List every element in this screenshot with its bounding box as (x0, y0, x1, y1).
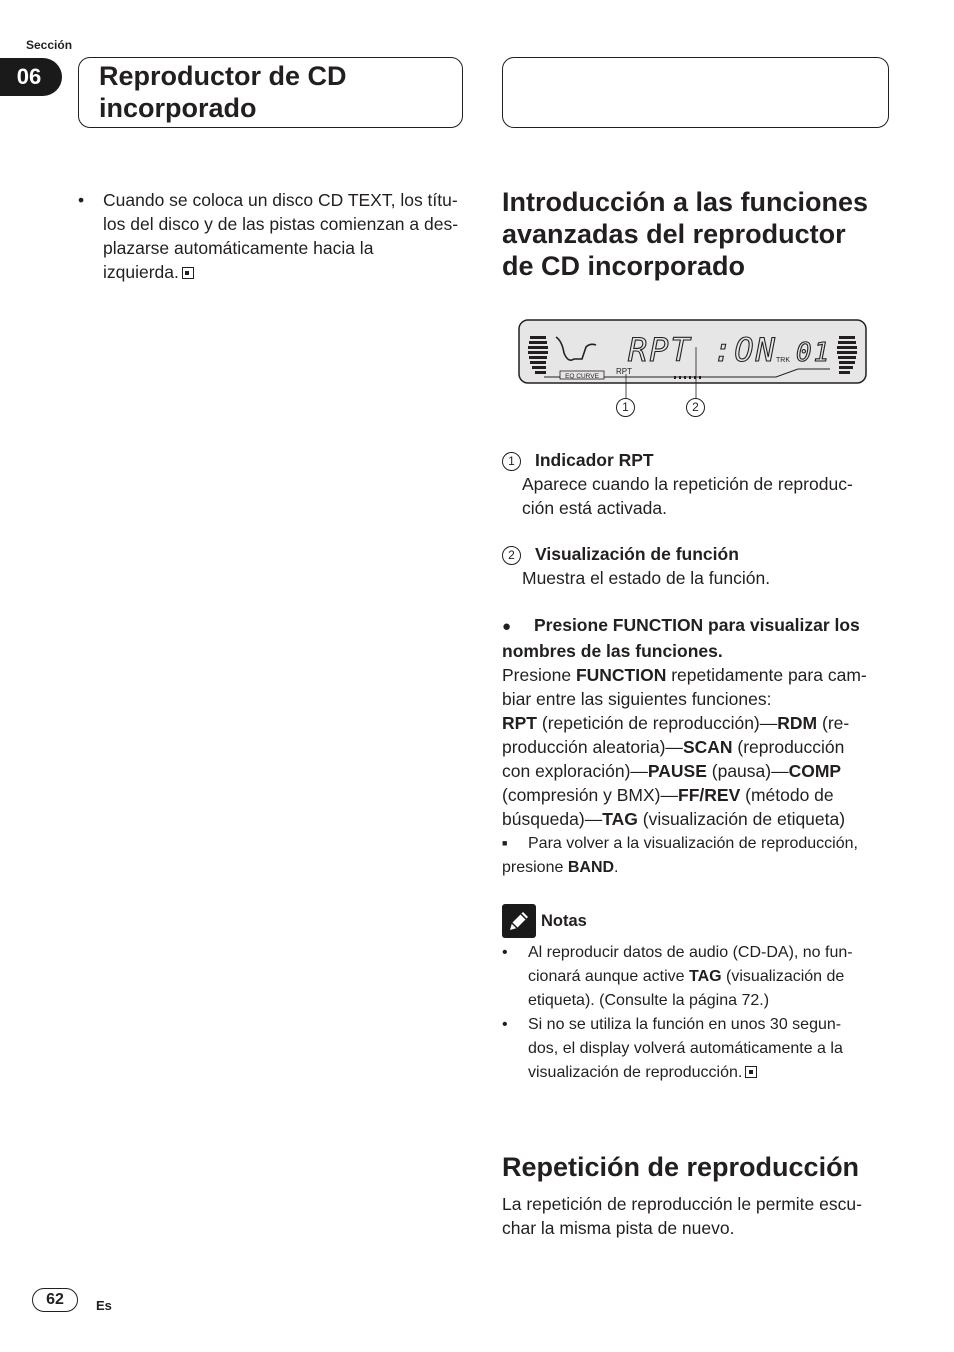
l5c: (pausa)— (706, 761, 789, 781)
p1c: repetidamente para cam- (666, 665, 867, 685)
item-1-desc-line-1: Aparece cuando la repetición de reproduc- (522, 474, 853, 494)
lcd-display-illustration (518, 319, 867, 384)
intro-heading (502, 186, 902, 282)
note-2-line-3-text: visualización de reproducción. (528, 1064, 743, 1081)
procedure-title-line-1 (502, 613, 894, 639)
section-label: Sección (26, 38, 73, 52)
note-2-line-1: Si no se utiliza la función en unos 30 segun- (528, 1016, 842, 1033)
repeat-line-1: La repetición de reproducción le permite escu- (502, 1194, 862, 1214)
procedure-title-line-2: nombres de las funciones. (502, 641, 723, 661)
repeat-description (502, 1192, 892, 1240)
track-label: TRK (776, 357, 790, 364)
repeat-line-2: char la misma pista de nuevo. (502, 1218, 735, 1238)
procedure-bullet: ● (502, 618, 512, 635)
l7b: TAG (602, 809, 638, 829)
l3a: RPT (502, 713, 537, 733)
intro-heading-line-2: avanzadas del reproductor (502, 219, 846, 249)
procedure-line-2: biar entre las siguientes funciones: (502, 689, 772, 709)
header-empty-box (502, 57, 889, 128)
tip-line-2 (502, 856, 894, 880)
bullet-line-4 (103, 260, 463, 284)
note-1-line-1: Al reproducir datos de audio (CD-DA), no fun- (528, 944, 853, 961)
procedure-title-1: Presione FUNCTION para visualizar los (534, 615, 860, 635)
item-2-title: Visualización de función (535, 544, 739, 564)
bullet-marker: • (78, 190, 85, 210)
item-2-desc-line-1: Muestra el estado de la función. (522, 568, 771, 588)
l7a: búsqueda)— (502, 809, 603, 829)
l6c: (método de (740, 785, 834, 805)
tip-line-1 (502, 831, 894, 856)
bullet-line-1: Cuando se coloca un disco CD TEXT, los títu- (103, 190, 458, 210)
notes-header (502, 904, 587, 938)
note-1-line-2 (528, 965, 892, 989)
procedure-line-6 (502, 783, 894, 807)
p1b: FUNCTION (575, 665, 667, 685)
l5b: PAUSE (647, 761, 707, 781)
l7c: (visualización de etiqueta) (637, 809, 846, 829)
callout-2 (686, 398, 705, 417)
l3c: RDM (777, 713, 818, 733)
item-2-head (502, 542, 892, 566)
procedure-block (502, 613, 894, 880)
pencil-icon (502, 904, 536, 938)
track-number: 01 (796, 338, 832, 368)
l4b: SCAN (682, 737, 733, 757)
section-number-tab: 06 (0, 58, 62, 96)
l6a: (compresión y BMX)— (502, 785, 679, 805)
lcd-main-text: RPT :ON (628, 331, 777, 369)
tip-2c: . (614, 859, 619, 876)
procedure-line-1 (502, 663, 894, 687)
bullet-line-4-text: izquierda. (103, 262, 179, 282)
note-2 (502, 1013, 892, 1085)
chapter-title (99, 60, 347, 124)
item-rpt-indicator (502, 448, 892, 520)
procedure-line-5 (502, 759, 894, 783)
procedure-line-7 (502, 807, 894, 831)
end-of-section-icon (745, 1066, 757, 1078)
tip-marker: ■ (502, 838, 508, 848)
bullet-text (103, 188, 463, 284)
item-1-desc-line-2: ción está activada. (522, 498, 667, 518)
procedure-line-4 (502, 735, 894, 759)
item-1-head (502, 448, 892, 472)
l5a: con exploración)— (502, 761, 648, 781)
note-2-line-3 (528, 1061, 892, 1085)
n1-2a: cionará aunque active (528, 968, 689, 985)
tip-2b: BAND (567, 859, 615, 876)
tip-2a: presione (502, 859, 568, 876)
note-2-line-2: dos, el display volverá automáticamente a la (528, 1040, 843, 1057)
item-1-number: 1 (502, 452, 521, 471)
l6b: FF/REV (678, 785, 741, 805)
p1a: Presione (502, 665, 576, 685)
callout-leaders (608, 384, 728, 398)
page-number: 62 (32, 1288, 78, 1312)
bullet-line-2: los del disco y de las pistas comienzan a des- (103, 214, 459, 234)
callout-1-number: 1 (616, 398, 635, 417)
tip-line-1-text: Para volver a la visualización de reproducción, (528, 835, 858, 852)
intro-heading-line-1: Introducción a las funciones (502, 187, 869, 217)
l4c: (reproducción (732, 737, 845, 757)
bullet-line-3: plazarse automáticamente hacia la (103, 238, 374, 258)
end-of-section-icon (182, 267, 194, 279)
chapter-title-box (78, 57, 463, 128)
l3b: (repetición de reproducción)— (537, 713, 778, 733)
item-function-display (502, 542, 892, 590)
procedure-line-3 (502, 711, 894, 735)
n1-2c: (visualización de (721, 968, 845, 985)
chapter-title-line-1: Reproductor de CD (99, 61, 347, 91)
item-2-number: 2 (502, 546, 521, 565)
note-2-bullet: • (502, 1016, 508, 1033)
note-1-line-3: etiqueta). (Consulte la página 72.) (528, 992, 770, 1009)
rpt-indicator: RPT (616, 367, 632, 376)
l3d: (re- (817, 713, 850, 733)
note-1 (502, 941, 892, 1013)
intro-heading-line-3: de CD incorporado (502, 251, 746, 281)
n1-2b: TAG (689, 968, 722, 985)
callout-2-number: 2 (686, 398, 705, 417)
notes-list (502, 941, 892, 1085)
chapter-title-line-2: incorporado (99, 93, 257, 123)
l4a: producción aleatoria)— (502, 737, 683, 757)
notes-label: Notas (541, 911, 587, 930)
l5d: COMP (788, 761, 842, 781)
item-1-title: Indicador RPT (535, 450, 654, 470)
language-code: Es (96, 1298, 112, 1313)
eq-curve-label: EQ CURVE (565, 373, 599, 380)
note-1-bullet: • (502, 944, 508, 961)
repeat-heading: Repetición de reproducción (502, 1152, 860, 1182)
callout-1 (616, 398, 635, 417)
